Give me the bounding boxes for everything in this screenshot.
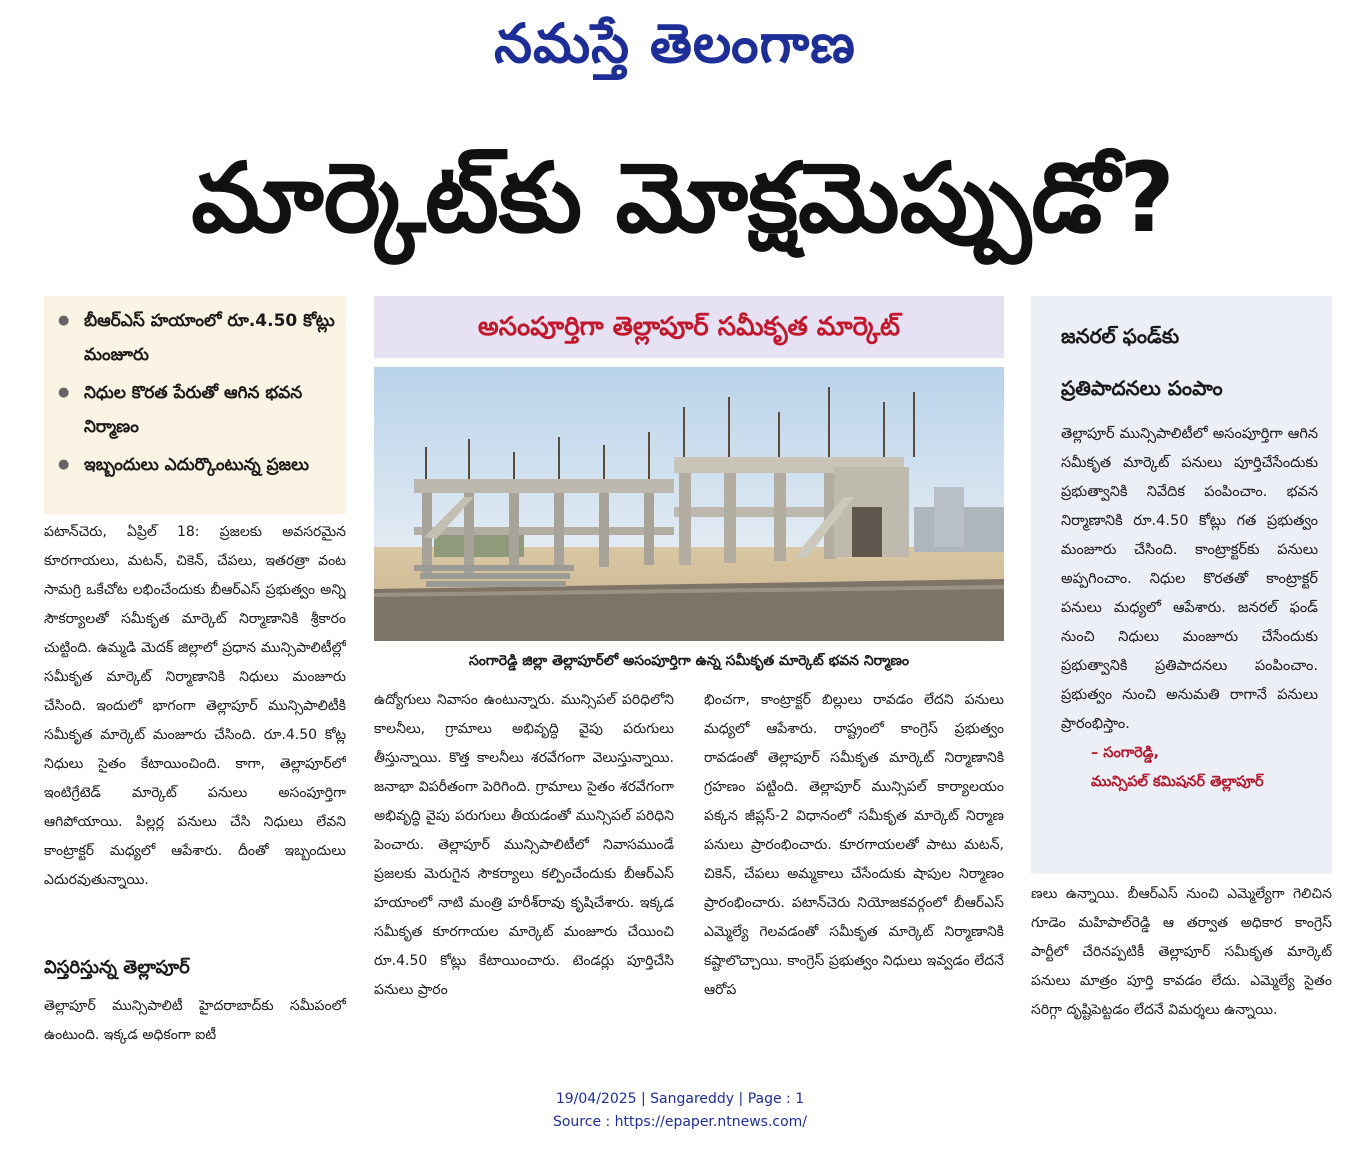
article-column-3: భించగా, కాంట్రాక్టర్ బిల్లులు రావడం లేదని పనులు మధ్యలో ఆపేశారు. రాష్ట్రంలో కాంగ్రెస్ ప్రభుత్వం రావడంతో తెల్లాపూర్ సమీకృత మార్కెట్ నిర్మాణానికి గ్రహణం పట్టింది. తెల్లాపూర్ మున్సిపల్ కార్యాలయం పక్కన జీప్లస్-2 విధానంలో సమీకృత మార్కెట్ నిర్మాణ పనులు ప్రారంభించారు. కూరగాయలతో పాటు మటన్, చికెన్, చేపలు అమ్మకాలు చేసేందుకు షాపుల నిర్మాణం ప్రారంభించారు. పటాన్‌చెరు నియోజకవర్గంలో బీఆర్ఎస్ ఎమ్మెల్యే గెలవడంతో సమీకృత మార్కెట్ నిర్మాణానికి కష్టాలొచ్చాయి. కాంగ్రెస్ ప్రభుత్వం నిధులు ఇవ్వడం లేదనే ఆరోప [704, 692, 1004, 998]
construction-photo [374, 367, 1004, 641]
column-subheading: విస్తరిస్తున్న తెల్లాపూర్ [44, 957, 190, 978]
highlight-text: ఇబ్బందులు ఎదుర్కొంటున్న ప్రజలు [84, 455, 310, 475]
footer-source-line: Source : https://epaper.ntnews.com/ [552, 1114, 808, 1130]
quote-title-line: జనరల్ ఫండ్‌కు [1061, 324, 1180, 348]
page-headline: మార్కెట్‌కు మోక్షమెప్పుడో? [191, 142, 1175, 254]
article-column-4: ణలు ఉన్నాయి. బీఆర్ఎస్ నుంచి ఎమ్మెల్యేగా గెలిచిన గూడెం మహిపాల్‌రెడ్డి ఆ తర్వాత అధికార కాంగ్రెస్ పార్టీలో చేరినప్పటికీ తెల్లాపూర్ సమీకృత మార్కెట్ పనులు మాత్రం పూర్తి కావడం లేదు. ఎమ్మెల్యే సైతం సరిగ్గా దృష్టిపెట్టడం లేదనే విమర్శలు ఉన్నాయి. [1031, 886, 1332, 1018]
article-column-2: ఉద్యోగులు నివాసం ఉంటున్నారు. మున్సిపల్ పరిధిలోని కాలనీలు, గ్రామాలు అభివృద్ధి వైపు పరుగులు తీస్తున్నాయి. కొత్త కాలనీలు శరవేగంగా వెలుస్తున్నాయి. జనాభా విపరీతంగా పెరిగింది. గ్రామాలు సైతం శరవేగంగా అభివృద్ధి వైపు పరుగులు తీయడంతో మున్సిపల్ పరిధిని పెంచారు. తెల్లాపూర్ మున్సిపాలిటీలో నివాసముండే ప్రజలకు మెరుగైన సౌకర్యాలు కల్పించేందుకు బీఆర్ఎస్ హయాంలో నాటి మంత్రి హరీశ్‌రావు కృషిచేశారు. ఇక్కడ సమీకృత కూరగాయల మార్కెట్ మంజూరు చేయించి రూ.4.50 కోట్లు కేటాయించారు. టెండర్లు పూర్తిచేసి పనులు ప్రారం [374, 692, 674, 998]
bullet-icon: ● [58, 313, 70, 328]
highlight-item [58, 448, 338, 482]
signature-line: – సంగారెడ్డి, [1091, 745, 1160, 761]
quote-title [1061, 310, 1318, 414]
commissioner-quote-box [1031, 296, 1332, 874]
highlight-item [58, 304, 338, 372]
construction-photo-illustration [374, 367, 1004, 641]
footer-date-line: 19/04/2025 | Sangareddy | Page : 1 [555, 1091, 805, 1107]
highlights-box [44, 296, 346, 514]
quote-title-line: ప్రతిపాదనలు పంపాం [1061, 376, 1223, 400]
bullet-icon: ● [58, 457, 70, 472]
newspaper-masthead: నమస్తే తెలంగాణ [494, 11, 856, 75]
photo-caption: సంగారెడ్డి జిల్లా తెల్లాపూర్‌లో అసంపూర్తిగా ఉన్న సమీకృత మార్కెట్ భవన నిర్మాణం [468, 653, 910, 669]
bullet-icon: ● [58, 385, 70, 400]
page-footer [380, 1088, 980, 1134]
article-subhead: అసంపూర్తిగా తెల్లాపూర్ సమీకృత మార్కెట్ [374, 296, 1004, 358]
signature-line: మున్సిపల్ కమిషనర్ తెల్లాపూర్ [1091, 774, 1264, 790]
article-column-1-continued: తెల్లాపూర్ మున్సిపాలిటీ హైదరాబాద్‌కు సమీపంలో ఉంటుంది. ఇక్కడ అధికంగా ఐటీ [44, 998, 346, 1043]
quote-signature [1061, 739, 1318, 797]
article-column-1: పటాన్‌చెరు, ఏప్రిల్ 18: ప్రజలకు అవసరమైన కూరగాయలు, మటన్, చికెన్, చేపలు, ఇతరత్రా వంట సామగ్రి ఒకేచోట లభించేందుకు బీఆర్ఎస్ ప్రభుత్వం అన్ని సౌకర్యాలతో సమీకృత మార్కెట్ నిర్మాణానికి శ్రీకారం చుట్టింది. ఉమ్మడి మెదక్ జిల్లాలో ప్రధాన మున్సిపాలిటీల్లో సమీకృత మార్కెట్ నిర్మాణానికి నిధులు మంజూరు చేసింది. ఇందులో భాగంగా తెల్లాపూర్ మున్సిపాలిటీకి సమీకృత మార్కెట్ మంజూరు చేసింది. రూ.4.50 కోట్ల నిధులు సైతం కేటాయించింది. కాగా, తెల్లాపూర్‌లో ఇంటిగ్రేటెడ్ మార్కెట్ పనులు అసంపూర్తిగా ఆగిపోయాయి. పిల్లర్ల పనులు చేసి నిధులు లేవని కాంట్రాక్టర్ మధ్యలో ఆపేశారు. దీంతో ఇబ్బందులు ఎదురవుతున్నాయి. [44, 524, 346, 888]
highlight-text: నిధుల కొరత పేరుతో ఆగిన భవన నిర్మాణం [84, 383, 303, 437]
highlight-text: బీఆర్ఎస్ హయాంలో రూ.4.50 కోట్లు మంజూరు [84, 311, 335, 365]
quote-body: తెల్లాపూర్ మున్సిపాలిటీలో అసంపూర్తిగా ఆగిన సమీకృత మార్కెట్ పనులు పూర్తిచేసేందుకు ప్రభుత్వానికి నివేదిక పంపించాం. భవన నిర్మాణానికి రూ.4.50 కోట్లు గత ప్రభుత్వం మంజూరు చేసింది. కాంట్రాక్టర్‌కు పనులు అప్పగించాం. నిధుల కొరతతో కాంట్రాక్టర్ పనులు మధ్యలో ఆపేశారు. జనరల్ ఫండ్ నుంచి నిధులు మంజూరు చేసేందుకు ప్రభుత్వానికి ప్రతిపాదనలు పంపించాం. ప్రభుత్వం నుంచి అనుమతి రాగానే పనులు ప్రారంభిస్తాం. [1061, 426, 1318, 732]
highlight-item [58, 376, 338, 444]
